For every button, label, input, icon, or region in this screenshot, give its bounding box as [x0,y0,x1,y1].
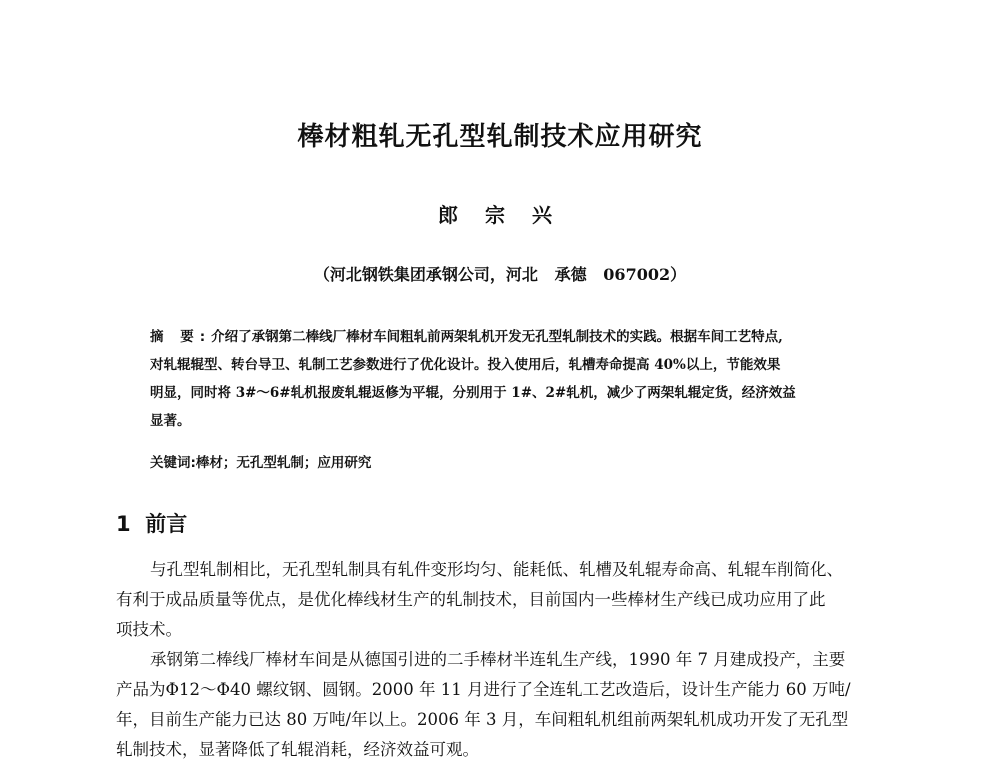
paragraph-line: 项技术。 [116,620,182,639]
abstract-text: 介绍了承钢第二棒线厂棒材车间粗轧前两架轧机开发无孔型轧制技术的实践。根据车间工艺特点, [211,329,783,345]
paragraph-line: 与孔型轧制相比，无孔型轧制具有轧件变形均匀、能耗低、轧槽及轧辊寿命高、轧辊车削简化、 [150,560,843,579]
paper-title: 棒材粗轧无孔型轧制技术应用研究 [297,122,703,152]
keywords-line [150,451,371,471]
author-affiliation: （河北钢铁集团承钢公司，河北 承德 067002） [313,265,687,284]
paragraph-line: 有利于成品质量等优点，是优化棒线材生产的轧制技术，目前国内一些棒材生产线已成功应用了此 [116,590,826,609]
keywords-text: 棒材；无孔型轧制；应用研究 [195,455,372,471]
abstract-block [150,323,870,435]
abstract-line: 显著。 [150,413,191,429]
paragraph-line: 轧制技术，显著降低了轧辊消耗，经济效益可观。 [116,740,479,759]
paragraph-line: 承钢第二棒线厂棒材车间是从德国引进的二手棒材半连轧生产线，1990 年 7 月建成投产，主要 [150,650,846,669]
abstract-line [150,323,870,351]
abstract-line: 对轧辊辊型、转台导卫、轧制工艺参数进行了优化设计。投入使用后，轧槽寿命提高 40%以上，节能效果 [150,357,781,373]
abstract-line: 明显，同时将 3#～6#轧机报废轧辊返修为平辊，分别用于 1#、2#轧机，减少了两架轧辊定货，经济效益 [150,385,796,401]
abstract-label: 摘 要: [150,329,212,345]
paragraph-line: 年，目前生产能力已达 80 万吨/年以上。2006 年 3 月，车间粗轧机组前两架轧机成功开发了无孔型 [116,710,849,729]
section-heading: 1 前言 [116,512,188,536]
section-body [116,555,896,760]
author-name: 郎 宗 兴 [438,203,562,227]
paragraph-line: 产品为Φ12～Φ40 螺纹钢、圆钢。2000 年 11 月进行了全连轧工艺改造后，设计生产能力 60 万吨/ [116,680,851,699]
keywords-label: 关键词: [150,455,196,471]
